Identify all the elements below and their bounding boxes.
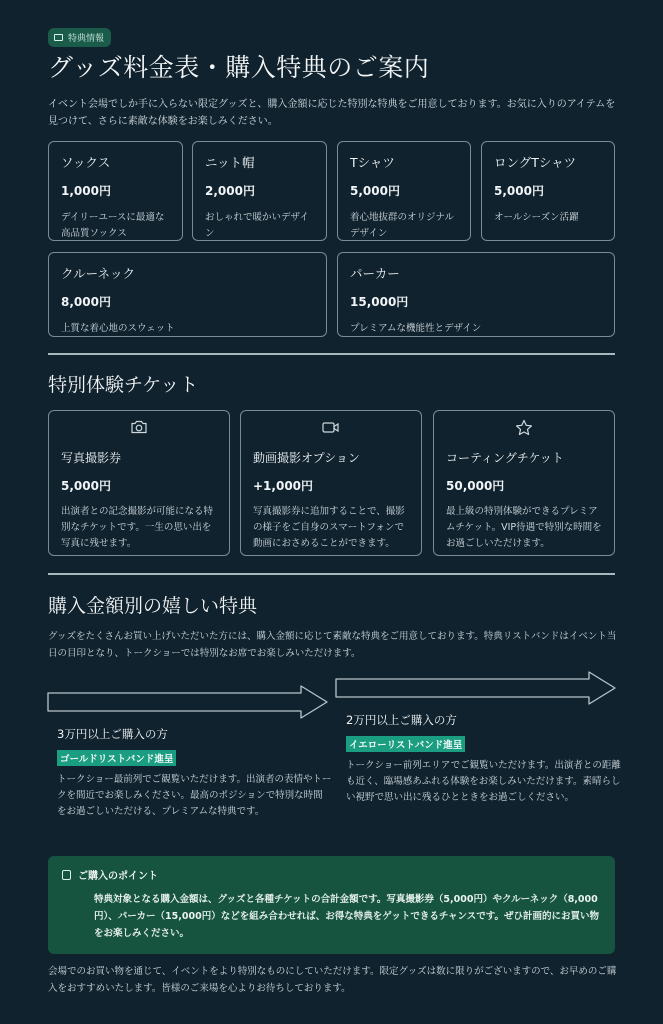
ticket-icon: [54, 34, 63, 41]
arrow-right-icon: [335, 670, 617, 706]
tier-desc: トークショー最前列でご観覧いただけます。出演者の表情やトークを間近でお楽しみください。最高のポジションで特別な時間をお過ごしいただける、プレミアムな特典です。: [57, 774, 332, 817]
intro-text: イベント会場でしか手に入らない限定グッズと、購入金額に応じた特別な特典をご用意しております。お気に入りのアイテムを見つけて、さらに素敵な体験をお楽しみください。: [48, 99, 616, 127]
goods-name: クルーネック: [61, 266, 136, 281]
goods-name: Tシャツ: [350, 155, 395, 170]
purchase-point-box: [48, 856, 615, 954]
ticket-desc: 出演者との記念撮影が可能になる特別なチケットです。一生の思い出を写真に残せます。: [61, 506, 214, 549]
goods-desc: オールシーズン活躍: [494, 212, 579, 223]
goods-card-hoodie: [337, 252, 615, 337]
tier-30000: [57, 726, 332, 820]
bonus-intro-text: グッズをたくさんお買い上げいただいた方には、購入金額に応じて素敵な特典をご用意しております。特典リストバンドはイベント当日の目印となり、トークショーでは特別なお席でお楽しみいただけます。: [48, 631, 617, 659]
video-camera-icon: [321, 419, 341, 435]
point-body: 特典対象となる購入金額は、グッズと各種チケットの合計金額です。写真撮影券（5,000円）やクルーネック（8,000円）、パーカー（15,000円）などを組み合わせれば、お得な特典をゲットできるチャンスです。ぜひ計画的にお買い物をお楽しみください。: [94, 894, 600, 939]
wristband-label: ゴールドリストバンド進呈: [57, 750, 176, 766]
tier-desc: トークショー前列エリアでご観覧いただけます。出演者との距離も近く、臨場感あふれる体験をお楽しみいただけます。素晴らしい視野で思い出に残るひとときをお過ごしください。: [346, 760, 621, 803]
ticket-name: コーティングチケット: [446, 451, 564, 465]
tier-title: 3万円以上ご購入の方: [57, 727, 168, 741]
footer-text: 会場でのお買い物を通じて、イベントをより特別なものにしていただけます。限定グッズは数に限りがございますので、お早めのご購入をおすすめいたします。皆様のご来場を心よりお待ちしております。: [48, 966, 617, 994]
ticket-price: 50,000円: [446, 479, 505, 493]
info-badge: [48, 28, 111, 47]
ticket-name: 動画撮影オプション: [253, 451, 360, 465]
tickets-section-title: 特別体験チケット: [48, 374, 199, 396]
goods-price: 2,000円: [205, 184, 255, 198]
star-icon: [515, 419, 533, 436]
ticket-price: +1,000円: [253, 479, 314, 493]
goods-desc: おしゃれで暖かいデザイン: [205, 212, 309, 239]
section-divider: [48, 353, 615, 355]
ticket-desc: 最上級の特別体験ができるプレミアムチケット。VIP待遇で特別な時間をお過ごしいただけます。: [446, 506, 602, 549]
goods-card-socks: [48, 141, 183, 241]
note-icon: [62, 870, 71, 880]
goods-desc: プレミアムな機能性とデザイン: [350, 323, 482, 334]
goods-price: 1,000円: [61, 184, 111, 198]
goods-name: パーカー: [350, 266, 400, 281]
badge-label: 特典情報: [68, 34, 105, 44]
camera-icon: [130, 419, 148, 435]
wristband-label: イエローリストバンド進呈: [346, 736, 465, 752]
ticket-name: 写真撮影券: [61, 451, 122, 465]
point-title: ご購入のポイント: [78, 871, 158, 882]
goods-price: 5,000円: [494, 184, 544, 198]
bonus-section-title: 購入金額別の嬉しい特典: [48, 595, 258, 617]
page-title: グッズ料金表・購入特典のご案内: [48, 53, 430, 82]
ticket-card-coating: [433, 410, 615, 556]
goods-price: 8,000円: [61, 295, 111, 309]
goods-card-long-tshirt: [481, 141, 615, 241]
goods-name: ソックス: [61, 155, 111, 170]
arrow-right-icon: [47, 684, 329, 720]
goods-price: 15,000円: [350, 295, 409, 309]
goods-card-tshirt: [337, 141, 471, 241]
ticket-card-photo: [48, 410, 230, 556]
goods-price: 5,000円: [350, 184, 400, 198]
ticket-desc: 写真撮影券に追加することで、撮影の様子をご自身のスマートフォンで動画におさめることができます。: [253, 506, 405, 549]
ticket-price: 5,000円: [61, 479, 111, 493]
section-divider: [48, 573, 615, 575]
tier-title: 2万円以上ご購入の方: [346, 713, 457, 727]
ticket-card-video: [240, 410, 422, 556]
goods-desc: 着心地抜群のオリジナルデザイン: [350, 212, 455, 239]
tier-20000: [346, 712, 621, 806]
goods-desc: デイリーユースに最適な高品質ソックス: [61, 212, 165, 239]
goods-desc: 上質な着心地のスウェット: [61, 323, 175, 334]
goods-name: ロングTシャツ: [494, 155, 577, 170]
goods-name: ニット帽: [205, 155, 255, 170]
goods-card-crewneck: [48, 252, 327, 337]
goods-card-knit-hat: [192, 141, 327, 241]
